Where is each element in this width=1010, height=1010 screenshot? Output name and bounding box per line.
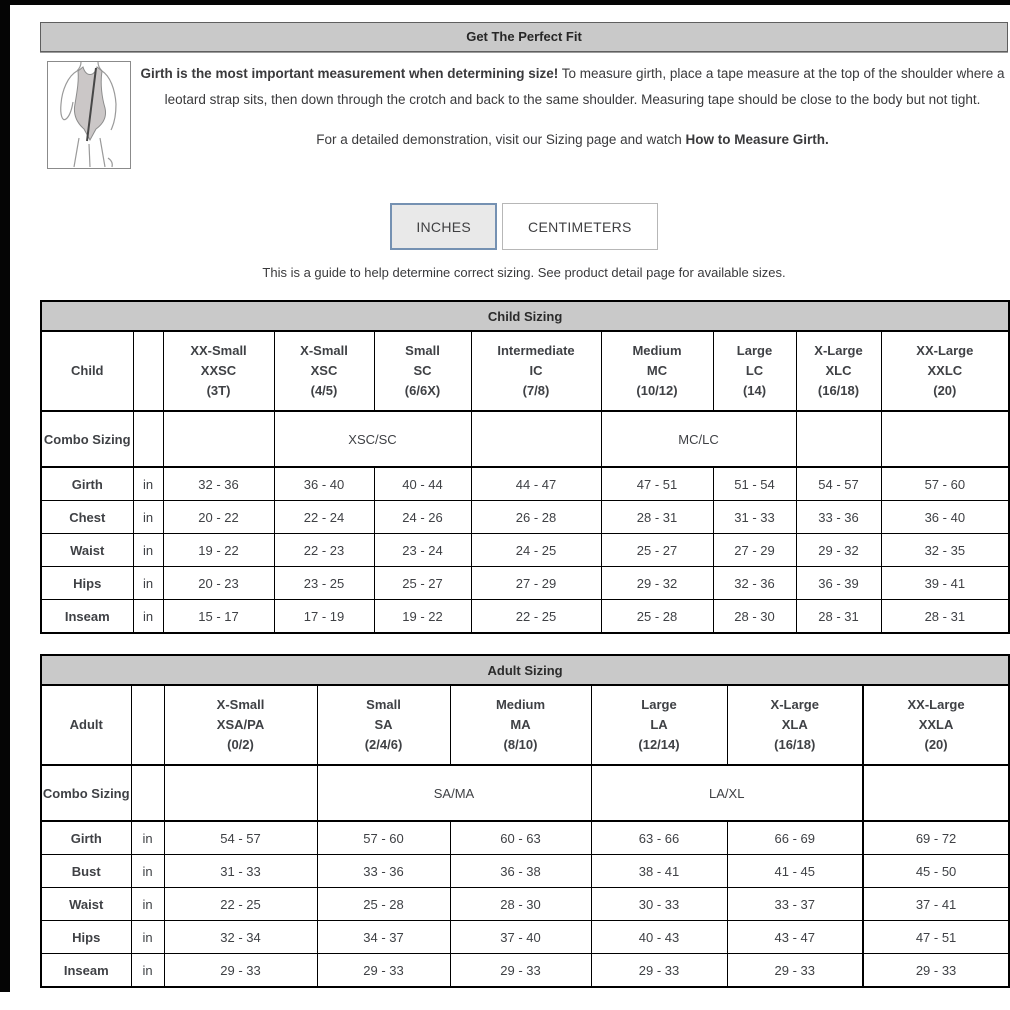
unit-cell: in — [133, 567, 163, 600]
girth-instructions-body: To measure girth, place a tape measure at the top of the shoulder where a leotard strap sits, then down through the crotch and back to the same shoulder. Measuring tape should be close to the body but not tight. — [164, 66, 1005, 107]
measurement-value-cell: 60 - 63 — [450, 821, 591, 855]
measurement-value-cell: 29 - 32 — [796, 534, 881, 567]
unit-cell: in — [131, 954, 164, 988]
measurement-value-cell: 29 - 33 — [591, 954, 727, 988]
unit-cell: in — [131, 821, 164, 855]
measurement-value-cell: 29 - 33 — [450, 954, 591, 988]
combo-cell — [796, 411, 881, 467]
demo-link-text: How to Measure Girth. — [685, 132, 829, 147]
measurement-value-cell: 25 - 27 — [601, 534, 713, 567]
combo-sizing-row — [41, 411, 1009, 467]
size-code: IC — [529, 363, 543, 378]
size-range: (7/8) — [522, 383, 550, 398]
size-range: (16/18) — [817, 383, 860, 398]
measurement-value-cell: 32 - 34 — [164, 921, 317, 954]
size-column-header — [450, 685, 591, 765]
measurement-row — [41, 534, 1009, 567]
size-name: XX-Large — [907, 697, 965, 712]
measurement-value-cell: 25 - 28 — [317, 888, 450, 921]
measurement-value-cell: 32 - 35 — [881, 534, 1009, 567]
measurement-label-cell: Hips — [41, 921, 131, 954]
measurement-value-cell: 44 - 47 — [471, 467, 601, 501]
measurement-row — [41, 954, 1009, 988]
size-column-header — [713, 331, 796, 411]
measurement-row — [41, 600, 1009, 634]
measurement-value-cell: 15 - 17 — [163, 600, 274, 634]
size-code: XSC — [310, 363, 338, 378]
measurement-value-cell: 22 - 23 — [274, 534, 374, 567]
measurement-value-cell: 39 - 41 — [881, 567, 1009, 600]
size-column-header — [471, 331, 601, 411]
size-column-header — [796, 331, 881, 411]
size-range: (4/5) — [310, 383, 338, 398]
measurement-row — [41, 567, 1009, 600]
size-code: XXSC — [200, 363, 237, 378]
size-range: (14) — [742, 383, 767, 398]
combo-label-cell: Combo Sizing — [41, 765, 131, 821]
measurement-value-cell: 29 - 33 — [727, 954, 863, 988]
measurement-value-cell: 36 - 40 — [881, 501, 1009, 534]
size-name: XX-Small — [190, 343, 247, 358]
measurement-value-cell: 32 - 36 — [163, 467, 274, 501]
unit-cell: in — [133, 501, 163, 534]
measurement-value-cell: 24 - 25 — [471, 534, 601, 567]
measurement-label-cell: Inseam — [41, 954, 131, 988]
size-code: XSA/PA — [216, 717, 265, 732]
size-code: MC — [646, 363, 668, 378]
adult-table-title: Adult Sizing — [41, 655, 1009, 685]
size-range: (6/6X) — [404, 383, 441, 398]
sizing-note: This is a guide to help determine correct sizing. See product detail page for available sizes. — [262, 265, 786, 280]
size-column-header — [591, 685, 727, 765]
size-header-row — [41, 331, 1009, 411]
measurement-value-cell: 23 - 24 — [374, 534, 471, 567]
unit-toggle — [40, 203, 1008, 250]
measurement-value-cell: 27 - 29 — [713, 534, 796, 567]
measurement-value-cell: 36 - 40 — [274, 467, 374, 501]
combo-unit-cell — [131, 765, 164, 821]
size-column-header — [164, 685, 317, 765]
measurement-value-cell: 40 - 44 — [374, 467, 471, 501]
measurement-value-cell: 17 - 19 — [274, 600, 374, 634]
measurement-value-cell: 36 - 39 — [796, 567, 881, 600]
size-column-header — [601, 331, 713, 411]
measurement-value-cell: 69 - 72 — [863, 821, 1009, 855]
measurement-value-cell: 28 - 31 — [796, 600, 881, 634]
measurement-row — [41, 467, 1009, 501]
size-name: Large — [641, 697, 677, 712]
size-column-header — [274, 331, 374, 411]
group-label-cell: Adult — [41, 685, 131, 765]
measurement-value-cell: 24 - 26 — [374, 501, 471, 534]
unit-header-cell — [133, 331, 163, 411]
child-table-title: Child Sizing — [41, 301, 1009, 331]
demo-prefix: For a detailed demonstration, visit our Sizing page and watch — [316, 132, 686, 147]
measurement-value-cell: 22 - 25 — [471, 600, 601, 634]
combo-cell: MC/LC — [601, 411, 796, 467]
size-range: (0/2) — [227, 737, 254, 752]
measurement-value-cell: 28 - 30 — [450, 888, 591, 921]
unit-cell: in — [131, 855, 164, 888]
girth-measurement-diagram — [47, 61, 131, 169]
size-column-header — [881, 331, 1009, 411]
size-range: (16/18) — [774, 737, 816, 752]
page-title-text: Get The Perfect Fit — [466, 29, 582, 44]
combo-cell — [471, 411, 601, 467]
unit-cell: in — [131, 888, 164, 921]
measurement-value-cell: 19 - 22 — [374, 600, 471, 634]
combo-cell — [164, 765, 317, 821]
size-range: (3T) — [206, 383, 231, 398]
measurement-label-cell: Girth — [41, 467, 133, 501]
adult-sizing-table — [40, 654, 1010, 988]
measurement-value-cell: 20 - 22 — [163, 501, 274, 534]
size-name: X-Small — [216, 697, 265, 712]
measurement-value-cell: 29 - 32 — [601, 567, 713, 600]
size-header-row — [41, 685, 1009, 765]
measurement-value-cell: 31 - 33 — [713, 501, 796, 534]
size-name: X-Large — [770, 697, 819, 712]
size-range: (8/10) — [503, 737, 538, 752]
intro-section — [40, 61, 1008, 169]
left-black-border — [0, 0, 10, 992]
measurement-value-cell: 37 - 40 — [450, 921, 591, 954]
measurement-value-cell: 38 - 41 — [591, 855, 727, 888]
measurement-value-cell: 57 - 60 — [317, 821, 450, 855]
size-column-header — [317, 685, 450, 765]
measurement-label-cell: Chest — [41, 501, 133, 534]
size-name: Small — [405, 343, 440, 358]
measurement-label-cell: Inseam — [41, 600, 133, 634]
measurement-value-cell: 33 - 36 — [317, 855, 450, 888]
measurement-value-cell: 54 - 57 — [164, 821, 317, 855]
measurement-value-cell: 19 - 22 — [163, 534, 274, 567]
unit-cell: in — [131, 921, 164, 954]
child-sizing-table — [40, 300, 1010, 634]
size-code: XLA — [781, 717, 808, 732]
size-name: Medium — [632, 343, 682, 358]
size-code: SA — [374, 717, 393, 732]
measurement-value-cell: 45 - 50 — [863, 855, 1009, 888]
size-name: Large — [736, 343, 773, 358]
intro-text-column — [137, 61, 1008, 169]
measurement-value-cell: 63 - 66 — [591, 821, 727, 855]
combo-cell — [863, 765, 1009, 821]
measurement-value-cell: 40 - 43 — [591, 921, 727, 954]
size-code: XXLC — [927, 363, 963, 378]
size-column-header — [374, 331, 471, 411]
measurement-value-cell: 22 - 24 — [274, 501, 374, 534]
inches-button[interactable]: INCHES — [390, 203, 497, 250]
size-column-header — [163, 331, 274, 411]
size-name: X-Small — [300, 343, 348, 358]
size-range: (20) — [924, 737, 948, 752]
measurement-value-cell: 27 - 29 — [471, 567, 601, 600]
combo-label-cell: Combo Sizing — [41, 411, 133, 467]
girth-instructions-lead: Girth is the most important measurement when determining size! — [140, 66, 559, 81]
size-range: (2/4/6) — [364, 737, 403, 752]
unit-header-cell — [131, 685, 164, 765]
measurement-value-cell: 34 - 37 — [317, 921, 450, 954]
adult-table-title-row — [41, 655, 1009, 685]
size-code: XLC — [825, 363, 852, 378]
size-code: LA — [650, 717, 668, 732]
sizing-guide-page — [40, 22, 1008, 988]
unit-cell: in — [133, 600, 163, 634]
measurement-value-cell: 37 - 41 — [863, 888, 1009, 921]
size-code: MA — [510, 717, 531, 732]
measurement-value-cell: 66 - 69 — [727, 821, 863, 855]
measurement-value-cell: 30 - 33 — [591, 888, 727, 921]
measurement-value-cell: 33 - 37 — [727, 888, 863, 921]
size-column-header — [863, 685, 1009, 765]
combo-cell — [163, 411, 274, 467]
size-column-header — [727, 685, 863, 765]
measurement-value-cell: 36 - 38 — [450, 855, 591, 888]
combo-cell: XSC/SC — [274, 411, 471, 467]
measurement-value-cell: 57 - 60 — [881, 467, 1009, 501]
measurement-value-cell: 33 - 36 — [796, 501, 881, 534]
size-range: (20) — [933, 383, 957, 398]
top-black-border — [0, 0, 1010, 5]
measurement-value-cell: 28 - 31 — [601, 501, 713, 534]
size-name: Medium — [495, 697, 546, 712]
measurement-value-cell: 25 - 28 — [601, 600, 713, 634]
measurement-row — [41, 888, 1009, 921]
measurement-value-cell: 31 - 33 — [164, 855, 317, 888]
measurement-value-cell: 28 - 31 — [881, 600, 1009, 634]
combo-cell: SA/MA — [317, 765, 591, 821]
measurement-value-cell: 28 - 30 — [713, 600, 796, 634]
measurement-label-cell: Hips — [41, 567, 133, 600]
measurement-value-cell: 54 - 57 — [796, 467, 881, 501]
measurement-value-cell: 29 - 33 — [164, 954, 317, 988]
measurement-value-cell: 26 - 28 — [471, 501, 601, 534]
measurement-row — [41, 921, 1009, 954]
combo-sizing-row — [41, 765, 1009, 821]
size-code: SC — [413, 363, 432, 378]
measurement-row — [41, 821, 1009, 855]
demo-line — [137, 127, 1008, 153]
page-title — [40, 22, 1008, 52]
unit-cell: in — [133, 534, 163, 567]
measurement-label-cell: Waist — [41, 534, 133, 567]
size-name: Intermediate — [497, 343, 575, 358]
measurement-label-cell: Girth — [41, 821, 131, 855]
size-name: Small — [366, 697, 401, 712]
measurement-value-cell: 43 - 47 — [727, 921, 863, 954]
measurement-label-cell: Waist — [41, 888, 131, 921]
centimeters-button[interactable]: CENTIMETERS — [502, 203, 658, 250]
measurement-value-cell: 47 - 51 — [601, 467, 713, 501]
group-label-cell: Child — [41, 331, 133, 411]
size-range: (10/12) — [636, 383, 678, 398]
measurement-row — [41, 855, 1009, 888]
combo-cell: LA/XL — [591, 765, 863, 821]
size-name: XX-Large — [916, 343, 974, 358]
measurement-value-cell: 29 - 33 — [317, 954, 450, 988]
measurement-value-cell: 47 - 51 — [863, 921, 1009, 954]
combo-cell — [881, 411, 1009, 467]
size-name: X-Large — [814, 343, 863, 358]
child-table-title-row — [41, 301, 1009, 331]
measurement-value-cell: 41 - 45 — [727, 855, 863, 888]
measurement-row — [41, 501, 1009, 534]
leotard-figure-icon — [48, 62, 130, 168]
combo-unit-cell — [133, 411, 163, 467]
size-range: (12/14) — [638, 737, 680, 752]
measurement-value-cell: 23 - 25 — [274, 567, 374, 600]
measurement-value-cell: 51 - 54 — [713, 467, 796, 501]
measurement-value-cell: 29 - 33 — [863, 954, 1009, 988]
measurement-value-cell: 22 - 25 — [164, 888, 317, 921]
measurement-label-cell: Bust — [41, 855, 131, 888]
size-code: LC — [745, 363, 764, 378]
unit-cell: in — [133, 467, 163, 501]
girth-instructions — [137, 61, 1008, 113]
measurement-value-cell: 32 - 36 — [713, 567, 796, 600]
size-code: XXLA — [918, 717, 954, 732]
measurement-value-cell: 25 - 27 — [374, 567, 471, 600]
measurement-value-cell: 20 - 23 — [163, 567, 274, 600]
